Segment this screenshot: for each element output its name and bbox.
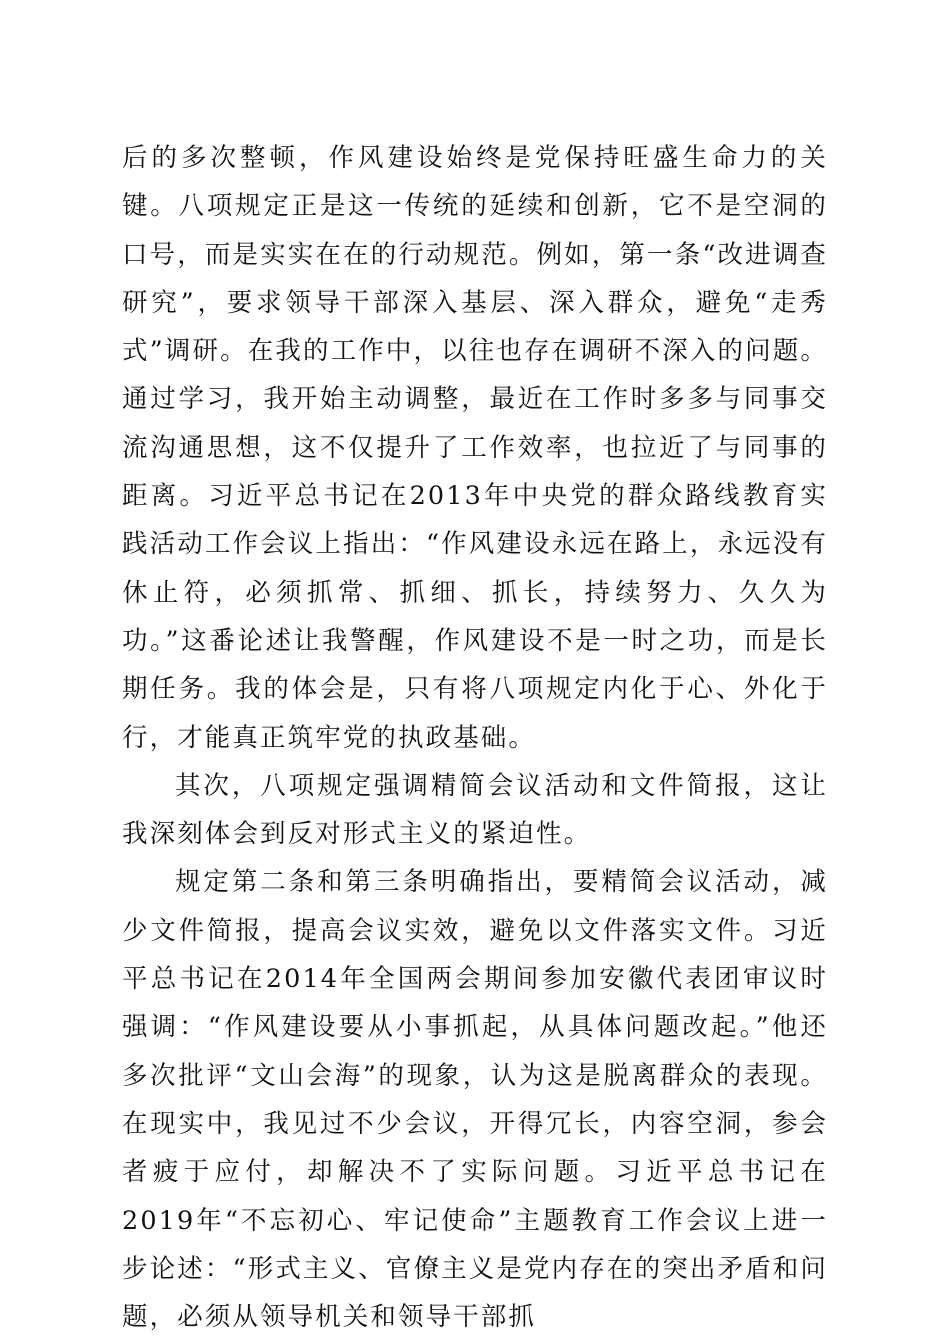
paragraph-secondly: 其次，八项规定强调精简会议活动和文件简报，这让我深刻体会到反对形式主义的紧迫性。 <box>122 770 828 850</box>
paragraph-rules-two-three: 规定第二条和第三条明确指出，要精简会议活动，减少文件简报，提高会议实效，避免以文件落实文件。习近平总书记在2014年全国两会期间参加安徽代表团审议时强调：“作风建设要从小事抓起，从具体问题改起。”他还多次批评“文山会海”的现象，认为这是脱离群众的表现。在现实中，我见过不少会议，开得冗长，内容空洞，参会者疲于应付，却解决不了实际问题。习近平总书记在2019年“不忘初心、牢记使命”主题教育工作会议上进一步论述：“形式主义、官僚主义是党内存在的突出矛盾和问题，必须从领导机关和领导干部抓 <box>122 867 828 1333</box>
paragraph-continuation: 后的多次整顿，作风建设始终是党保持旺盛生命力的关键。八项规定正是这一传统的延续和创新，它不是空洞的口号，而是实实在在的行动规范。例如，第一条“改进调查研究”，要求领导干部深入基层、深入群众，避免“走秀式”调研。在我的工作中，以往也存在调研不深入的问题。通过学习，我开始主动调整，最近在工作时多多与同事交流沟通思想，这不仅提升了工作效率，也拉近了与同事的距离。习近平总书记在2013年中央党的群众路线教育实践活动工作会议上指出：“作风建设永远在路上，永远没有休止符，必须抓常、抓细、抓长，持续努力、久久为功。”这番论述让我警醒，作风建设不是一时之功，而是长期任务。我的体会是，只有将八项规定内化于心、外化于行，才能真正筑牢党的执政基础。 <box>122 143 828 753</box>
document-body <box>122 134 828 1341</box>
